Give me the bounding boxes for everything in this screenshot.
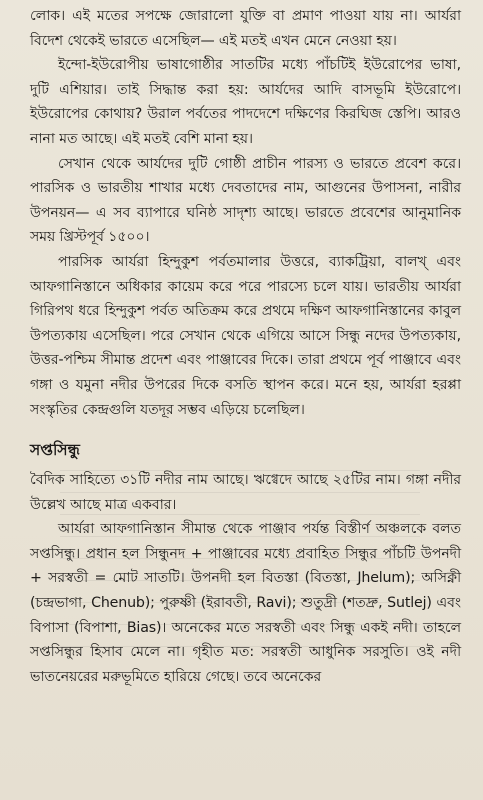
paragraph-1: লোক। এই মতের সপক্ষে জোরালো যুক্তি বা প্রমাণ পাওয়া যায় না। আর্যরা বিদেশ থেকেই ভারতে এসেছিল— এই মতই এখন মেনে নেওয়া হয়। [30, 8, 461, 49]
paragraph-2: ইন্দো-ইউরোপীয় ভাষাগোষ্ঠীর সাতটির মধ্যে পাঁচটিই ইউরোপের ভাষা, দুটি এশিয়ার। তাই সিদ্ধান্ত করা হয়: আর্যদের আদি বাসভূমি ইউরোপে। ইউরোপের কোথায়? উরাল পর্বতের পাদদেশে দক্ষিণের কিরঘিজ স্তেপি। আরও নানা মত আছে। এই মতই বেশি মানা হয়। [30, 57, 461, 147]
paragraph-4: পারসিক আর্যরা হিন্দুকুশ পর্বতমালার উত্তরে, ব্যাকট্রিয়া, বালখ্ এবং আফগানিস্তানে অধিকার কায়েম করে পরে পারস্যে চলে যায়। ভারতীয় আর্যরা গিরিপথ ধরে হিন্দুকুশ পর্বত অতিক্রম করে প্রথমে দক্ষিণ আফগানিস্তানের কাবুল উপত্যকায় এসেছিল। পরে সেখান থেকে এগিয়ে আসে সিন্ধু নদের উপত্যকায়, উত্তর-পশ্চিম সীমান্ত প্রদেশ এবং পাঞ্জাবের দিকে। তারা প্রথমে পূর্ব পাঞ্জাবে এবং গঙ্গা ও যমুনা নদীর উপরের দিকে বসতি স্থাপন করে। মনে হয়, আর্যরা হরপ্পা সংস্কৃতির কেন্দ্রগুলি যতদূর সম্ভব এড়িয়ে চলেছিল। [30, 253, 461, 418]
section-paragraph-1: বৈদিক সাহিত্যে ৩১টি নদীর নাম আছে। ঋগ্বেদে আছে ২৫টির নাম। গঙ্গা নদীর উল্লেখ আছে মাত্র একবার। [30, 472, 461, 513]
paragraph-3: সেখান থেকে আর্যদের দুটি গোষ্ঠী প্রাচীন পারস্য ও ভারতে প্রবেশ করে। পারসিক ও ভারতীয় শাখার মধ্যে দেবতাদের নাম, আগুনের উপাসনা, নারীর উপনয়ন— এ সব ব্যাপারে ঘনিষ্ঠ সাদৃশ্য আছে। ভারতে প্রবেশের আনুমানিক সময় খ্রিস্টপূর্ব ১৫০০। [30, 155, 461, 246]
section-paragraph-2: আর্যরা আফগানিস্তান সীমান্ত থেকে পাঞ্জাব পর্যন্ত বিস্তীর্ণ অঞ্চলকে বলত সপ্তসিন্ধু। প্রধান হল সিন্ধুনদ + পাঞ্জাবের মধ্যে প্রবাহিত সিন্ধুর পাঁচটি উপনদী + সরস্বতী = মোট সাতটি। উপনদী হল বিতস্তা (বিতস্তা, Jhelum); অসিক্নী (চন্দ্রভাগা, Chenub); পুরুষ্ণী (ইরাবতী, Ravi); শুতুদ্রী (শতদ্রু, Sutlej) এবং বিপাসা (বিপাশা, Bias)। অনেকের মতে সরস্বতী এবং সিন্ধু একই নদী। তাহলে সপ্তসিন্ধুর হিসাব মেলে না। গৃহীত মত: সরস্বতী আধুনিক সরসুতি। ওই নদী ভাতনেয়রের মরুভূমিতে হারিয়ে গেছে। তবে অনেকের [30, 521, 461, 685]
spacer [30, 422, 461, 428]
section-heading: সপ্তসিন্ধু [30, 441, 80, 460]
